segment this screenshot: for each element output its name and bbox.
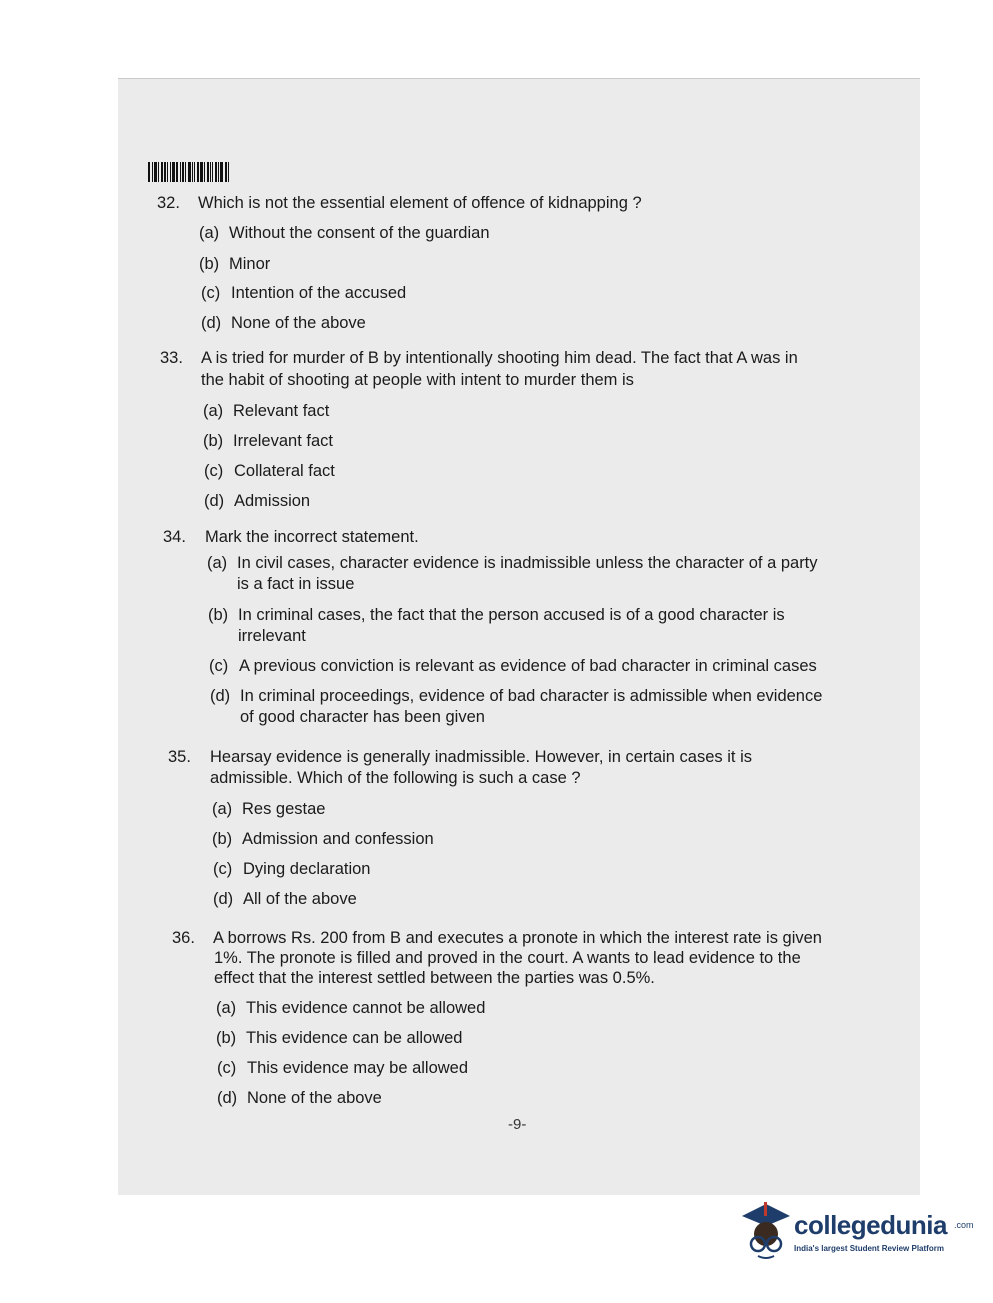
option-a: (a) Relevant fact (203, 402, 330, 420)
brand-logo[interactable] (738, 1198, 974, 1268)
question-stem-line-2: the habit of shooting at people with intent to murder them is (201, 371, 634, 389)
question-stem: Which is not the essential element of offence of kidnapping ? (198, 194, 642, 212)
page-number: -9- (508, 1116, 527, 1133)
brand-suffix: .com (954, 1220, 974, 1230)
option-a: (a) This evidence cannot be allowed (216, 999, 486, 1017)
question-stem-line-3: effect that the interest settled between the parties was 0.5%. (214, 969, 655, 987)
option-a: (a) Without the consent of the guardian (199, 224, 490, 242)
option-b: (b) This evidence can be allowed (216, 1029, 463, 1047)
option-a: (a) Res gestae (212, 800, 326, 818)
question-number: 32. (157, 194, 180, 212)
question-number: 35. (168, 748, 191, 766)
option-c: (c) Collateral fact (204, 462, 335, 480)
option-b: (b) Admission and confession (212, 830, 434, 848)
option-b: (b) Irrelevant fact (203, 432, 333, 450)
option-d: (d) Admission (204, 492, 311, 510)
option-d: (d) None of the above (201, 314, 366, 332)
brand-name: collegedunia (794, 1210, 947, 1240)
graduate-mascot-icon (738, 1198, 794, 1260)
option-d: (d) All of the above (213, 890, 357, 908)
question-stem-line-1: A borrows Rs. 200 from B and executes a pronote in which the interest rate is given (213, 929, 822, 947)
question-stem: Mark the incorrect statement. (205, 528, 419, 546)
question-number: 36. (172, 929, 195, 947)
option-c: (c) Intention of the accused (201, 284, 407, 302)
option-d: (d) None of the above (217, 1089, 382, 1107)
question-stem-line-1: A is tried for murder of B by intentionally shooting him dead. The fact that A was in (201, 349, 798, 367)
question-number: 33. (160, 349, 183, 367)
option-c: (c) Dying declaration (213, 860, 371, 878)
question-stem-line-1: Hearsay evidence is generally inadmissible. However, in certain cases it is (210, 748, 752, 766)
option-b: (b) Minor (199, 255, 271, 273)
option-c: (c) This evidence may be allowed (217, 1059, 469, 1077)
question-stem-line-2: 1%. The pronote is filled and proved in the court. A wants to lead evidence to the (214, 949, 801, 967)
question-stem-line-2: admissible. Which of the following is such a case ? (210, 769, 581, 787)
barcode-icon (148, 162, 230, 182)
question-number: 34. (163, 528, 186, 546)
brand-tagline: India's largest Student Review Platform (794, 1244, 944, 1253)
